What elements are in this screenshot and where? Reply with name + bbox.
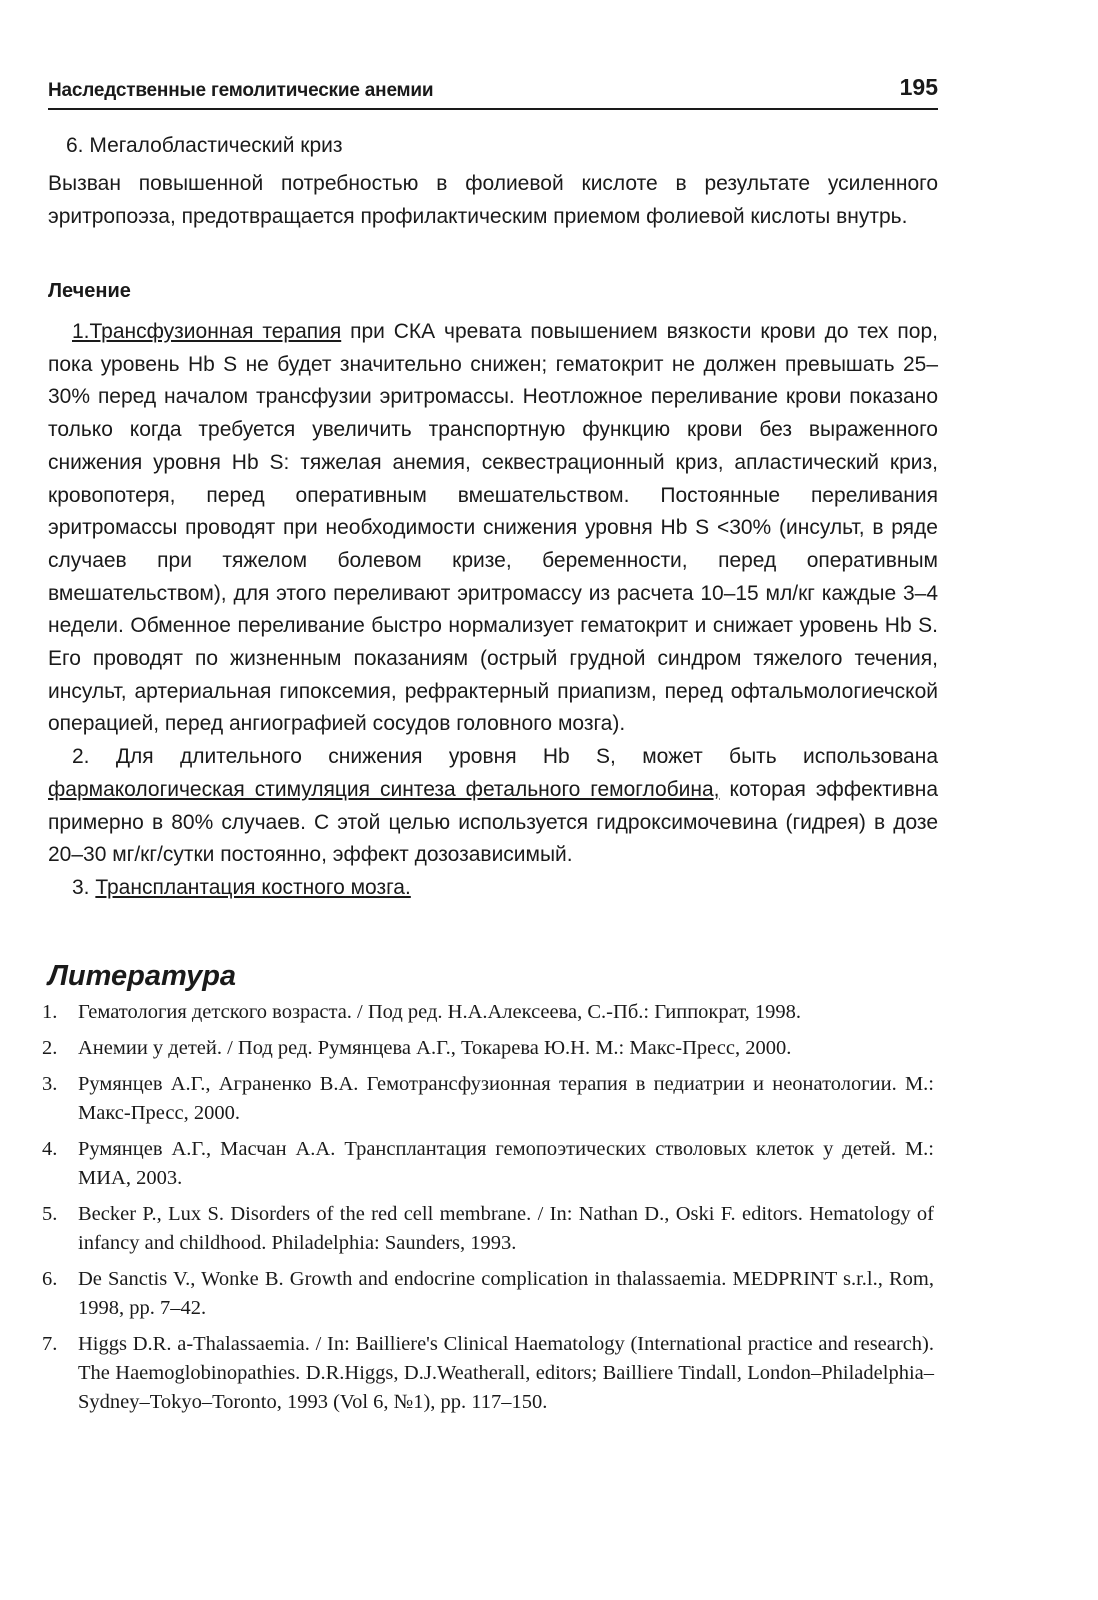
treatment-2-text: 2. Для длительного снижения уровня Hb S, может быть использована xyxy=(72,745,938,769)
treatment-3-number: 3. xyxy=(72,875,90,899)
treatment-2-text-end: которая эффективна примерно в 80% случаев. С этой целью используется гидроксимочевина (гидрея) в дозе 20–30 мг/кг/сутки постоянно, эффект дозозависимый. xyxy=(48,777,938,867)
treatment-paragraph-1 xyxy=(48,316,938,741)
literature-heading: Литература xyxy=(48,960,237,992)
running-header xyxy=(48,72,938,112)
header-rule xyxy=(48,108,938,110)
treatment-1-text: при СКА чревата повышением вязкости крови до тех пор, пока уровень Hb S не будет значительно снижен; гематокрит не должен превышать 25–30% перед началом трансфузии эритромассы. Неотложное переливание крови показано только когда требуется увеличить транспортную функцию крови без выраженного снижения уровня Hb S: тяжелая анемия, секвестрационный криз, апластический криз, кровопотеря, перед оперативным вмешательством. Постоянные переливания эритромассы проводят при необходимости снижения уровня Hb S <30% (инсульт, в ряде случаев при тяжелом болевом кризе, беременности, перед оперативным вмешательством), для этого переливают эритромассу из расчета 10–15 мл/кг каждые 3–4 недели. Обменное переливание быстро нормализует гематокрит и снижает уровень Hb S. Его проводят по жизненным показаниям (острый грудной синдром тяжелого течения, инсульт, артериальная гипоксемия, рефрактерный приапизм, перед офтальмологиечской операцией, перед ангиографией сосудов головного мозга). xyxy=(48,320,938,736)
reference-text: Гематология детского возраста. / Под ред. Н.А.Алексеева, С.-Пб.: Гиппократ, 1998. xyxy=(78,1001,801,1023)
page-number: 195 xyxy=(899,74,938,100)
section-6-paragraph xyxy=(48,168,938,233)
treatment-paragraph-2 xyxy=(48,741,938,872)
treatment-1-number: 1. xyxy=(72,320,90,343)
reference-text: Анемии у детей. / Под ред. Румянцева А.Г., Токарева Ю.Н. М.: Макс-Пресс, 2000. xyxy=(78,1037,792,1059)
reference-number: 6. xyxy=(42,1268,58,1290)
reference-item xyxy=(42,1200,934,1258)
bone-marrow-transplant-link: Трансплантация костного мозга. xyxy=(95,875,411,899)
reference-number: 1. xyxy=(42,1001,58,1023)
reference-text: De Sanctis V., Wonke B. Growth and endocrine complication in thalassaemia. MEDPRINT s.r.l., Rom, 1998, pp. 7–42. xyxy=(78,1268,934,1319)
reference-text: Higgs D.R. a-Thalassaemia. / In: Bailliere's Clinical Haematology (International practice and research). The Haemoglobinopathies. D.R.Higgs, D.J.Weatherall, editors; Bailliere Tindall, London–Philadelphia–Sydney–Tokyo–Toronto, 1993 (Vol 6, №1), pp. 117–150. xyxy=(78,1333,934,1413)
reference-item xyxy=(42,1034,934,1063)
pharmacological-stimulation-link: фармакологическая стимуляция синтеза фетального гемоглобина, xyxy=(48,777,720,801)
reference-text: Румянцев А.Г., Масчан А.А. Трансплантация гемопоэтических стволовых клеток у детей. М.: МИА, 2003. xyxy=(78,1138,934,1189)
reference-number: 4. xyxy=(42,1138,58,1160)
reference-item xyxy=(42,998,934,1027)
reference-number: 7. xyxy=(42,1333,58,1355)
reference-number: 5. xyxy=(42,1203,58,1225)
reference-number: 2. xyxy=(42,1037,58,1059)
reference-text: Румянцев А.Г., Аграненко В.А. Гемотрансфузионная терапия в педиатрии и неонатологии. М.: Макс-Пресс, 2000. xyxy=(78,1073,934,1124)
reference-number: 3. xyxy=(42,1073,58,1095)
transfusion-therapy-link: Трансфузионная терапия xyxy=(89,320,342,343)
reference-list xyxy=(42,998,934,1424)
reference-item xyxy=(42,1135,934,1193)
treatment-paragraph-3 xyxy=(48,872,938,905)
reference-item xyxy=(42,1070,934,1128)
treatment-body xyxy=(48,316,938,905)
reference-item xyxy=(42,1330,934,1417)
reference-item xyxy=(42,1265,934,1323)
running-title: Наследственные гемолитические анемии xyxy=(48,80,434,101)
treatment-heading: Лечение xyxy=(48,280,131,302)
section-6-heading: 6. Мегалобластический криз xyxy=(66,134,343,157)
section-6-text: Вызван повышенной потребностью в фолиевой кислоте в результате усиленного эритропоэза, предотвращается профилактическим приемом фолиевой кислоты внутрь. xyxy=(48,172,938,228)
reference-text: Becker P., Lux S. Disorders of the red cell membrane. / In: Nathan D., Oski F. editors. Hematology of infancy and childhood. Philadelphia: Saunders, 1993. xyxy=(78,1203,934,1254)
